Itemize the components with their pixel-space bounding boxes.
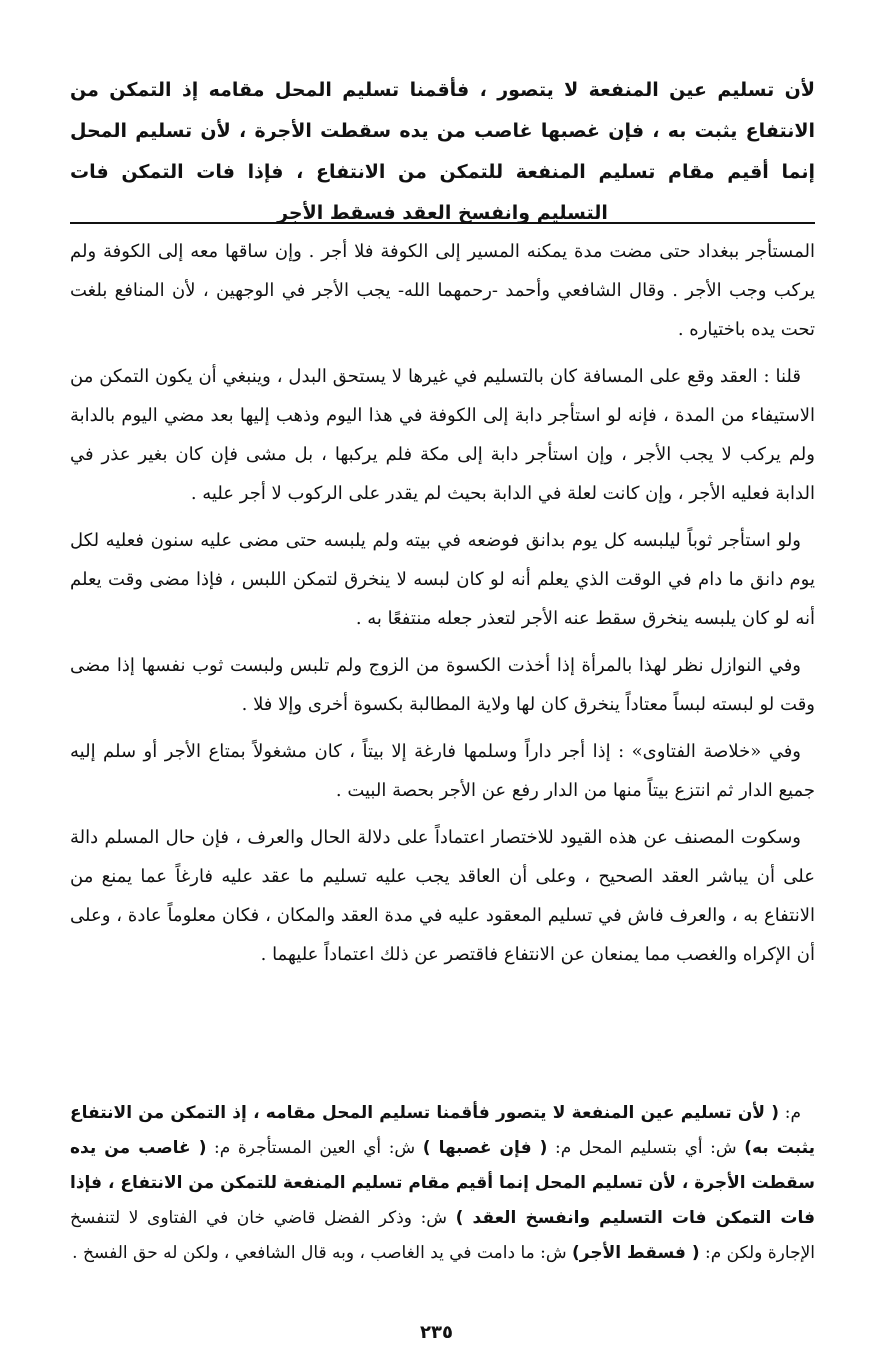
commentary-quote: ( فإن غصبها ) bbox=[422, 1138, 548, 1158]
sharh-paragraph: وفي «خلاصة الفتاوى» : إذا أجر داراً وسلمها فارغة إلا بيتاً ، كان مشغولاً بمتاع الأجر أو سلم إليه جميع الدار ثم انتزع بيتاً منها من الدار رفع عن الأجر بحصة البيت . bbox=[70, 741, 815, 801]
commentary-quote: ( غاصب من يده سقطت الأجرة ، لأن تسليم المحل إنما أقيم مقام تسليم المنفعة للتمكن من الانتفاع ، فإذا فات التمكن فات التسليم وانفسخ العقد ) bbox=[70, 1138, 815, 1228]
separator-rule bbox=[70, 222, 815, 224]
sharh-paragraph: وسكوت المصنف عن هذه القيود للاختصار اعتماداً على دلالة الحال والعرف ، فإن حال المسلم دالة على أن يباشر العقد الصحيح ، وعلى أن العاقد يجب عليه تسليم ما عقد عليه فارغاً عما يمنع من الانتفاع به ، والعرف فاش في تسليم المعقود عليه في مدة العقد والمكان ، فكان معلوماً عادة ، وعلى أن الإكراه والغصب مما يمنعان عن الانتفاع فاقتصر عن ذلك اعتماداً عليهما . bbox=[70, 827, 815, 965]
commentary-quote: ( فسقط الأجر) bbox=[572, 1243, 700, 1263]
sharh-paragraph: ولو استأجر ثوباً ليلبسه كل يوم بدانق فوضعه في بيته ولم يلبسه حتى مضى عليه سنون فعليه لكل يوم دانق ما دام في الوقت الذي يعلم أنه لو كان لبسه لا ينخرق لتمكن اللبس ، فإذا مضى وقت يعلم أنه لو كان يلبسه ينخرق سقط عنه الأجر لتعذر جعله منتفعًا به . bbox=[70, 530, 815, 629]
page-number: ٢٣٥ bbox=[420, 1322, 453, 1343]
commentary-quote: ( لأن تسليم عين المنفعة لا يتصور فأقمنا تسليم المحل مقامه ، إذ التمكن من الانتفاع يثبت به) bbox=[70, 1103, 815, 1158]
commentary-marker: م: bbox=[779, 1103, 801, 1123]
sharh-paragraph: وفي النوازل نظر لهذا بالمرأة إذا أخذت الكسوة من الزوج ولم تلبس ولبست ثوب نفسها إذا مضى وقت لو لبسته لبساً معتاداً ينخرق كان لها ولاية المطالبة بكسوة أخرى وإلا فلا . bbox=[70, 655, 815, 715]
commentary-gloss: ش: أي العين المستأجرة م: bbox=[206, 1138, 423, 1158]
sharh-paragraph: قلنا : العقد وقع على المسافة كان بالتسليم في غيرها لا يستحق البدل ، وينبغي أن يكون التمكن من الاستيفاء من المدة ، فإنه لو استأجر دابة إلى الكوفة في هذا اليوم وذهب إليها بعد مضي اليوم بالدابة ولم يركب لا يجب الأجر ، وإن استأجر دابة إلى مكة فلم يركبها ، بل مشى فإن كان بغير عذر في الدابة فعليه الأجر ، وإن كانت لعلة في الدابة بحيث لم يقدر على الركوب لا أجر عليه . bbox=[70, 366, 815, 504]
sharh-paragraph: المستأجر ببغداد حتى مضت مدة يمكنه المسير إلى الكوفة فلا أجر . وإن ساقها معه إلى الكوفة ولم يركب وجب الأجر . وقال الشافعي وأحمد -رحمهما الله- يجب الأجر في الوجهين ، لأن المنافع بلغت تحت يده باختياره . bbox=[70, 241, 815, 340]
commentary-block bbox=[70, 1096, 815, 1271]
matn-text: لأن تسليم عين المنفعة لا يتصور ، فأقمنا تسليم المحل مقامه إذ التمكن من الانتفاع يثبت به ، فإن غصبها غاصب من يده سقطت الأجرة ، لأن تسليم المحل إنما أقيم مقام تسليم المنفعة للتمكن من الانتفاع ، فإذا فات التمكن فات التسليم وانفسخ العقد فسقط الأجر bbox=[70, 79, 815, 224]
commentary-gloss: ش: وذكر الفضل قاضي خان في الفتاوى لا لتنفسخ الإجارة ولكن م: bbox=[70, 1208, 815, 1263]
commentary-gloss: ش: ما دامت في يد الغاصب ، وبه قال الشافعي ، ولكن له حق الفسخ . bbox=[72, 1243, 573, 1263]
commentary-gloss: ش: أي بتسليم المحل م: bbox=[547, 1138, 745, 1158]
sharh-section bbox=[70, 232, 815, 982]
